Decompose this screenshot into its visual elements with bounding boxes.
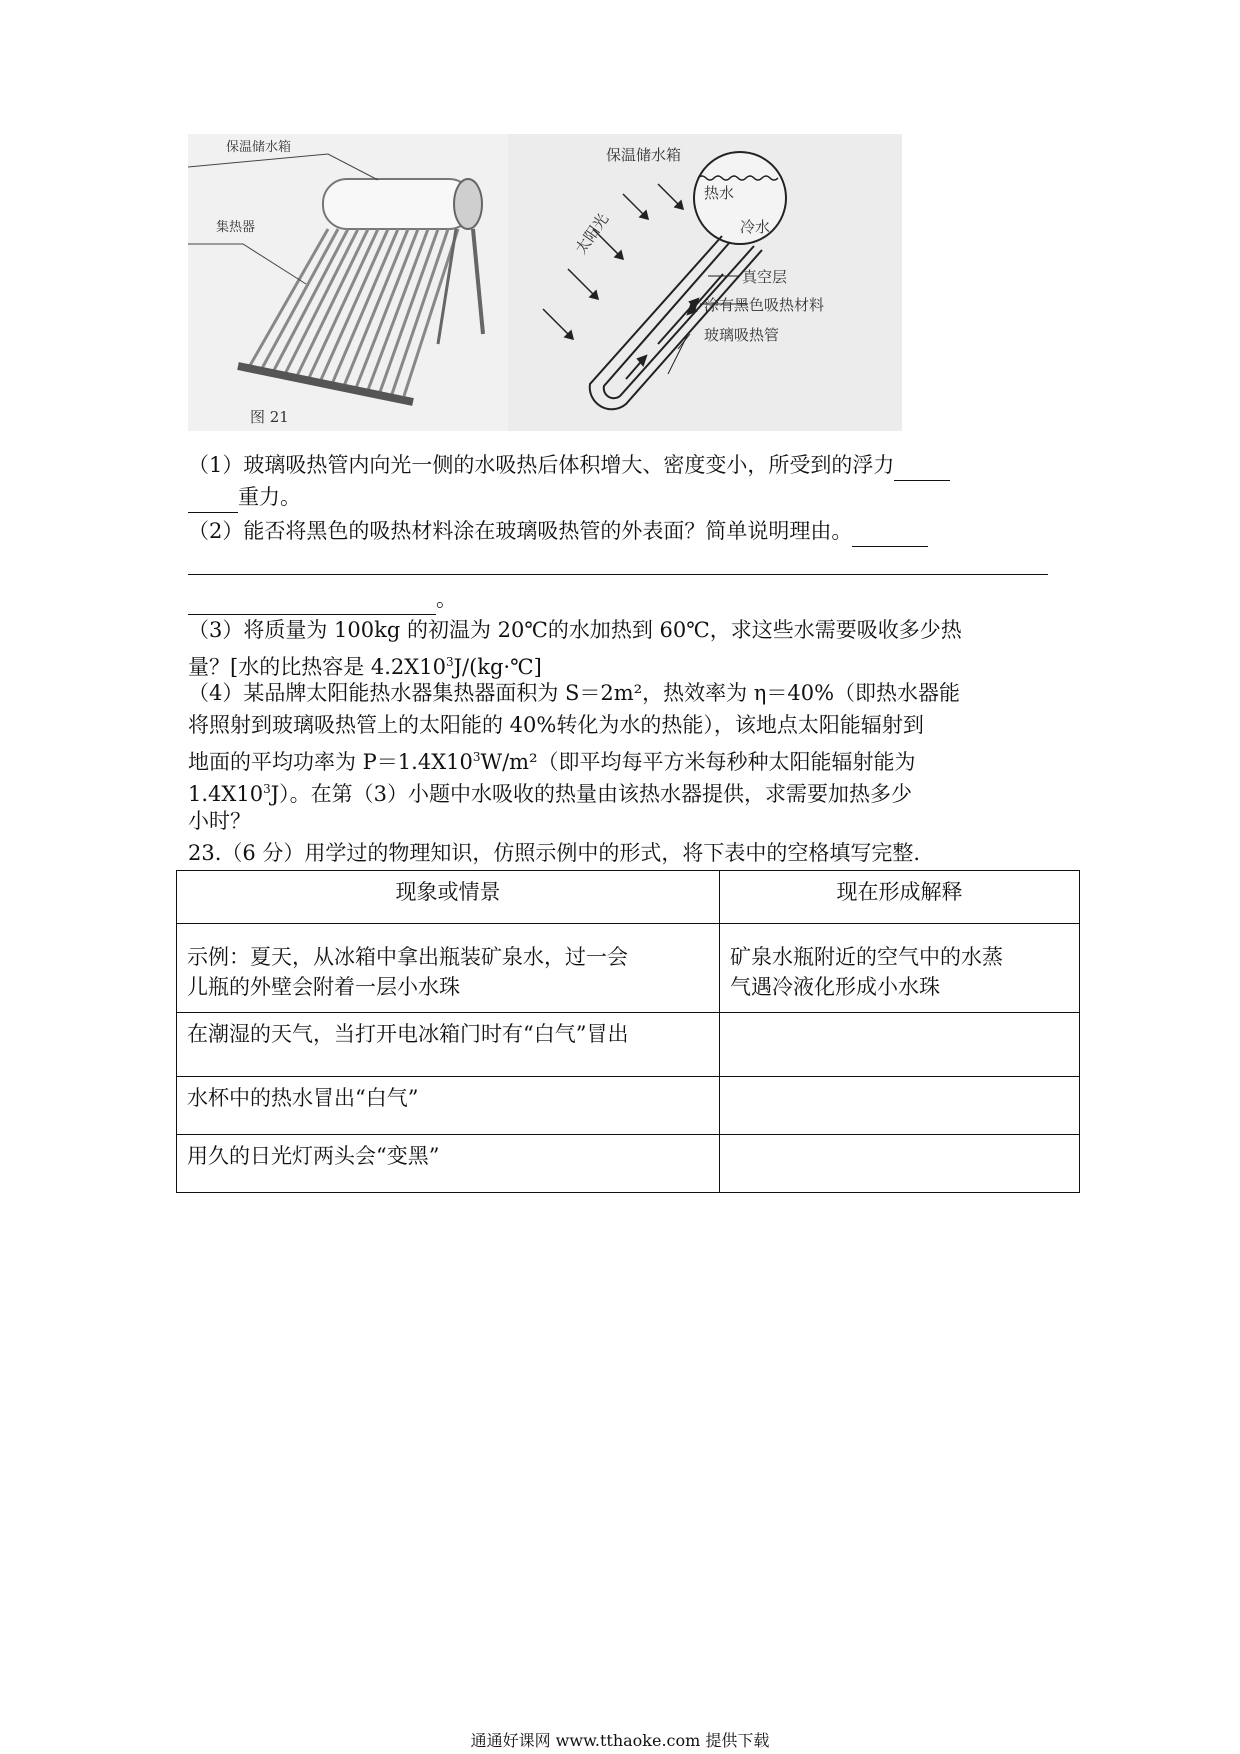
question-3-line-1: （3）将质量为 100kg 的初温为 20℃的水加热到 60℃，求这些水需要吸收多少热 [188,618,962,642]
question-3-exponent: 3 [445,655,454,669]
label-cold-water: 冷水 [740,218,771,236]
table-row [177,1135,1080,1193]
example-explanation-line-1: 矿泉水瓶附近的空气中的水蒸 [730,945,1003,969]
question-1-end: 重力。 [238,485,301,509]
label-glass-tube: 玻璃吸热管 [704,326,780,344]
explanation-table [176,870,1080,1193]
question-4-line-2: 将照射到玻璃吸热管上的太阳能的 40%转化为水的热能），该地点太阳能辐射到 [188,713,924,737]
page-footer: 通通好课网 www.tthaoke.com 提供下载 [470,1731,770,1750]
question-2-line [188,515,928,547]
label-storage-tank: 保温储水箱 [226,140,292,155]
question-4-text-d: J）。在第（3）小题中水吸收的热量由该热水器提供，求需要加热多少 [270,782,912,806]
label-sunlight: 太阳光 [571,210,613,258]
question-4-text-c: 1.4X10 [188,782,264,806]
label-hot-water: 热水 [704,184,735,202]
question-4-line-1: （4）某品牌太阳能热水器集热器面积为 S＝2m²，热效率为 η＝40%（即热水器能 [188,681,961,705]
label-black-coating: 涂有黑色吸热材料 [704,296,825,314]
question-4-line-4 [188,773,912,810]
example-explanation-cell [720,924,1080,1013]
question-4-exponent-a: 3 [472,750,481,764]
figure-number: 图 21 [250,408,289,426]
label-storage-tank-diagram: 保温储水箱 [606,146,682,164]
question-1-text: （1）玻璃吸热管内向光一侧的水吸热后体积增大、密度变小，所受到的浮力 [188,453,895,477]
question-1-line-1 [188,449,950,481]
table-row [177,1077,1080,1135]
question-3-text-a: 量？[水的比热容是 4.2X10 [188,655,446,679]
solar-heater-photo [188,134,508,431]
example-explanation-line-2: 气遇冷液化形成小水珠 [730,975,940,999]
solar-heater-illustration [188,134,508,431]
question-4-exponent-b: 3 [263,782,271,796]
figure-21 [188,134,902,431]
answer-blank-q2[interactable] [852,522,928,547]
answer-blank-q1-cont[interactable] [188,488,238,513]
question-4-text-a: 地面的平均功率为 P＝1.4X10 [188,750,473,774]
table-row [177,1013,1080,1077]
scene-cell: 水杯中的热水冒出“白气” [177,1077,720,1135]
header-explanation: 现在形成解释 [720,871,1080,924]
tube-cross-section-diagram [508,134,902,431]
answer-cell[interactable] [720,1077,1080,1135]
example-scene-cell [177,924,720,1013]
question-4-text-b: W/m²（即平均每平方米每秒种太阳能辐射能为 [480,750,916,774]
example-scene-line-1: 示例：夏天，从冰箱中拿出瓶装矿泉水，过一会 [187,945,628,969]
scene-cell: 用久的日光灯两头会“变黑” [177,1135,720,1193]
answer-cell[interactable] [720,1135,1080,1193]
question-4-line-5: 小时？ [188,809,251,833]
question-3-text-b: J/(kg·℃] [453,655,542,679]
header-scene: 现象或情景 [177,871,720,924]
label-collector: 集热器 [216,220,256,235]
table-row-example [177,924,1080,1013]
question-2-text: （2）能否将黑色的吸热材料涂在玻璃吸热管的外表面？简单说明理由。 [188,519,853,543]
label-vacuum-layer: 真空层 [742,268,788,286]
question-1-line-2 [188,481,301,513]
question-23: 23.（6 分）用学过的物理知识，仿照示例中的形式，将下表中的空格填写完整. [188,841,921,865]
answer-blank-q2-end[interactable] [188,590,436,615]
example-scene-line-2: 儿瓶的外壁会附着一层小水珠 [187,975,460,999]
scene-cell: 在潮湿的天气，当打开电冰箱门时有“白气”冒出 [177,1013,720,1077]
answer-blank-q1[interactable] [894,456,950,481]
table-header-row [177,871,1080,924]
question-2-end: 。 [436,587,457,611]
answer-cell[interactable] [720,1013,1080,1077]
answer-line-q2[interactable] [188,574,1048,575]
question-2-line-3 [188,583,457,615]
solar-tube-diagram [508,134,902,431]
